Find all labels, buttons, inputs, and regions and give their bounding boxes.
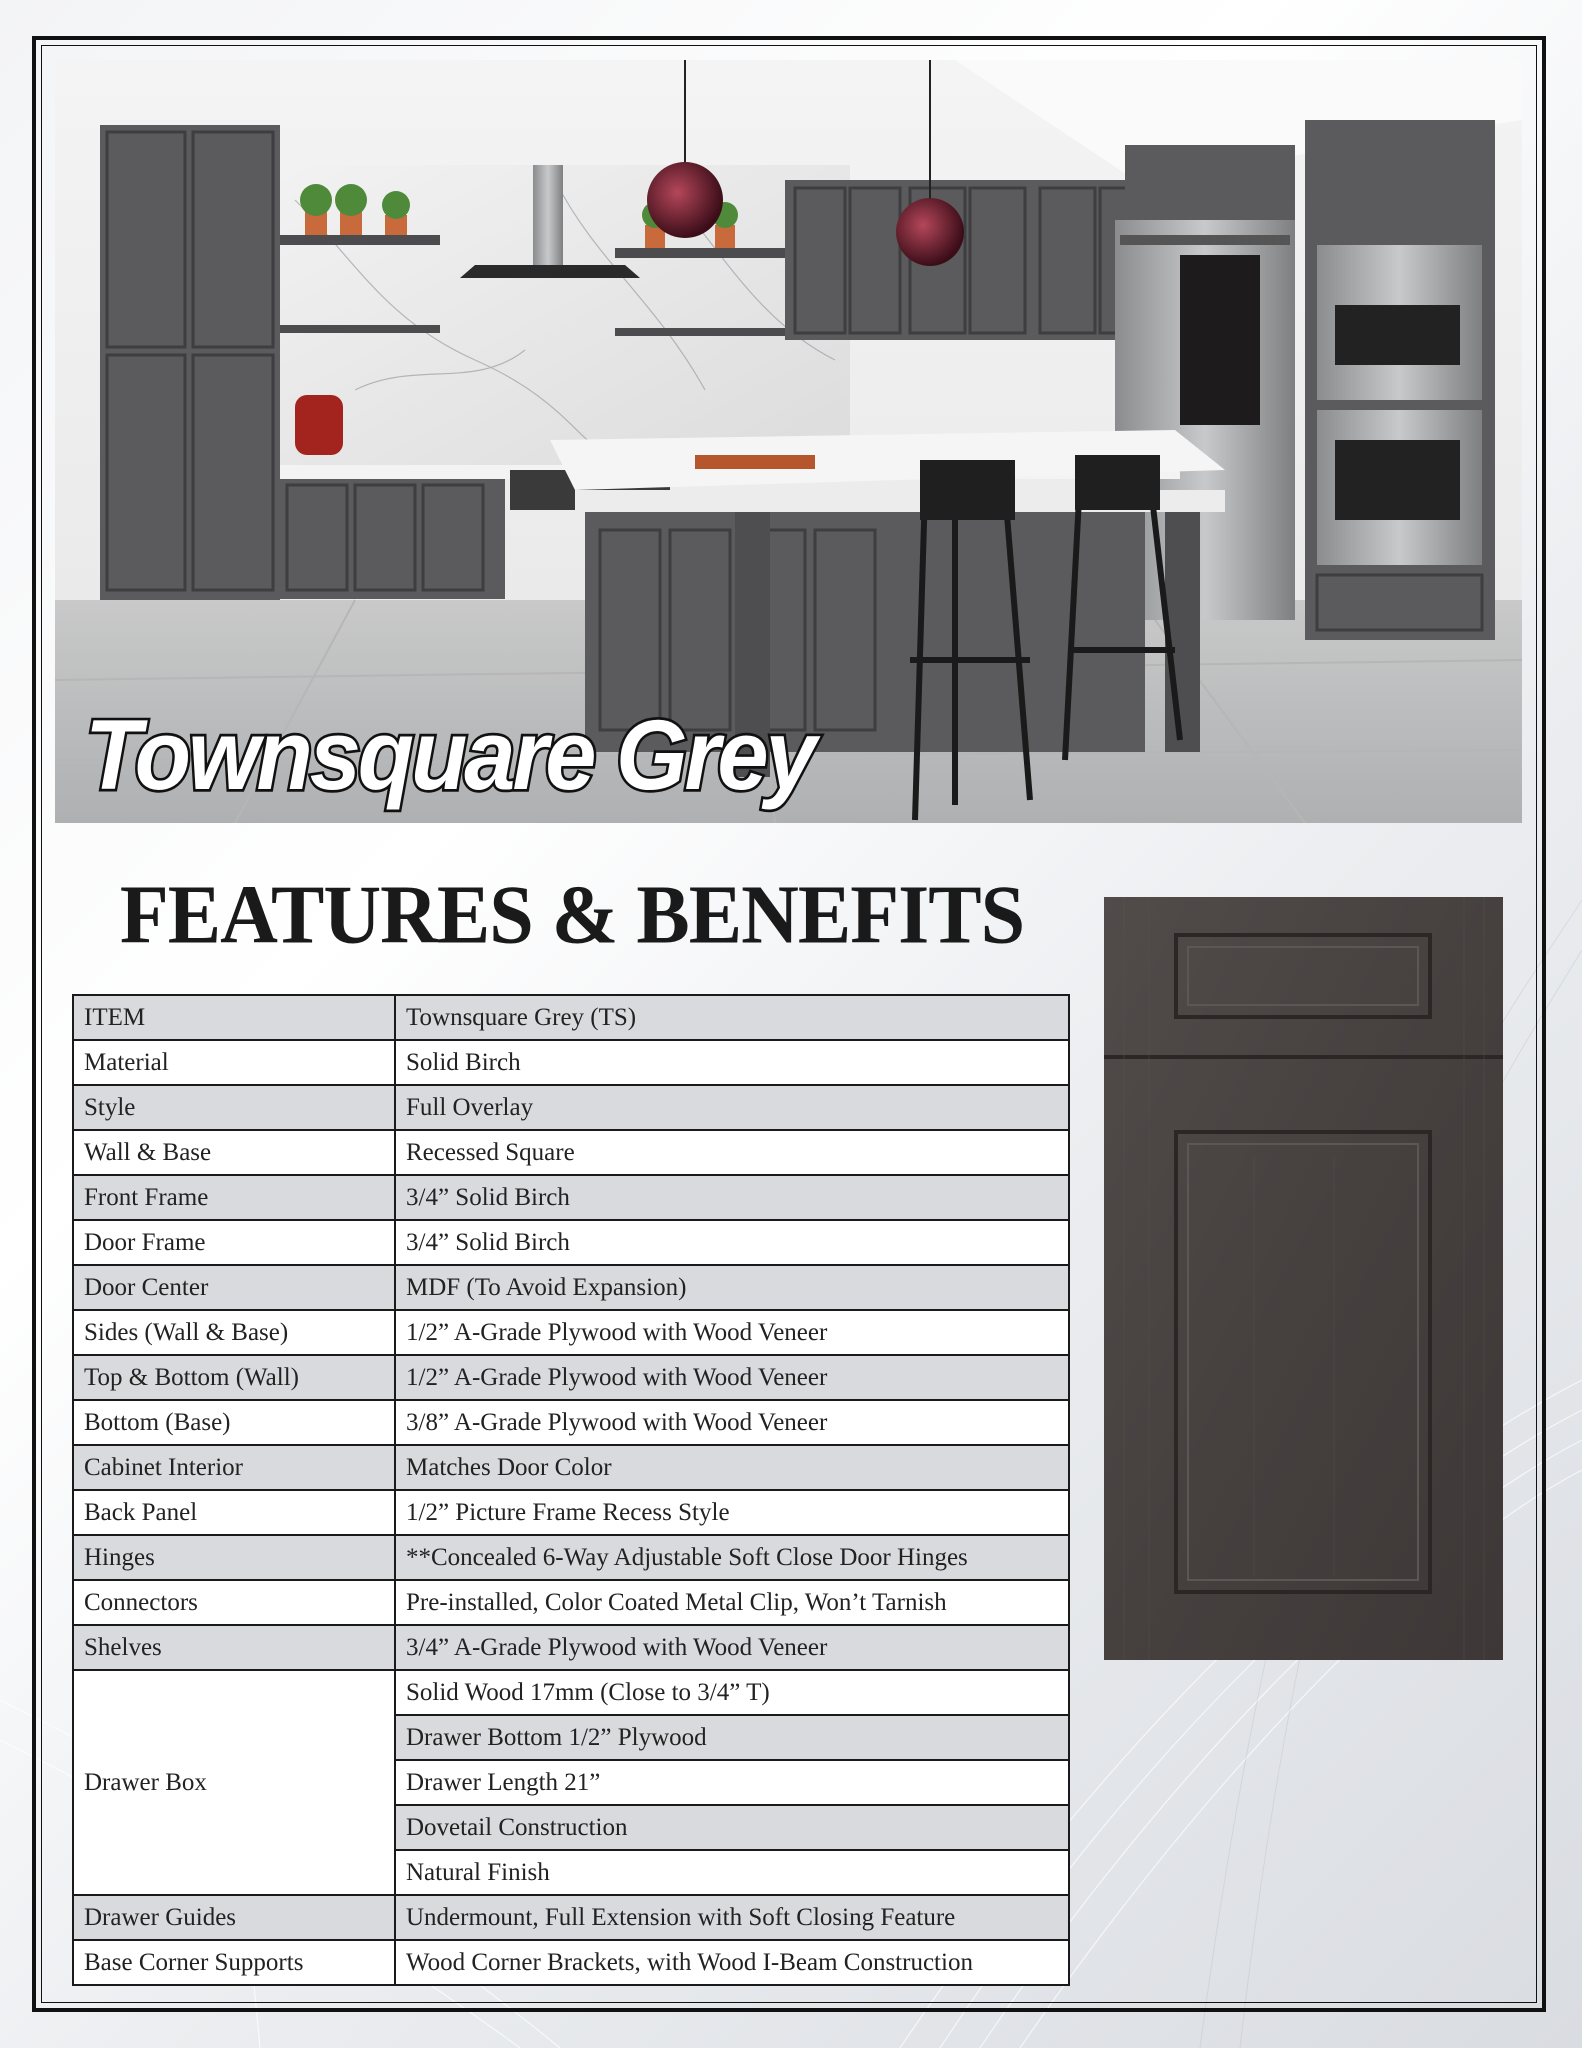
spec-item-cell: Cabinet Interior xyxy=(73,1445,395,1490)
spec-item-cell: Back Panel xyxy=(73,1490,395,1535)
spec-value-cell: Drawer Length 21” xyxy=(395,1760,1069,1805)
spec-item-cell: Shelves xyxy=(73,1625,395,1670)
spec-value-cell: 1/2” A-Grade Plywood with Wood Veneer xyxy=(395,1310,1069,1355)
spec-value-cell: 1/2” Picture Frame Recess Style xyxy=(395,1490,1069,1535)
table-row xyxy=(73,1355,1069,1400)
spec-value-cell: Wood Corner Brackets, with Wood I-Beam Construction xyxy=(395,1940,1069,1985)
spec-value-cell: Matches Door Color xyxy=(395,1445,1069,1490)
table-row xyxy=(73,1130,1069,1175)
spec-value-cell: Dovetail Construction xyxy=(395,1805,1069,1850)
spec-item-cell: ITEM xyxy=(73,995,395,1040)
spec-value-cell: 3/4” A-Grade Plywood with Wood Veneer xyxy=(395,1625,1069,1670)
spec-table xyxy=(72,994,1070,1986)
spec-value-cell: Drawer Bottom 1/2” Plywood xyxy=(395,1715,1069,1760)
spec-item-cell: Base Corner Supports xyxy=(73,1940,395,1985)
kitchen-hero-image xyxy=(55,60,1522,823)
features-title: FEATURES & BENEFITS xyxy=(119,868,1025,962)
spec-item-cell: Door Frame xyxy=(73,1220,395,1265)
table-row xyxy=(73,1895,1069,1940)
spec-item-cell: Wall & Base xyxy=(73,1130,395,1175)
spec-item-cell: Front Frame xyxy=(73,1175,395,1220)
spec-item-cell: Bottom (Base) xyxy=(73,1400,395,1445)
table-row xyxy=(73,1265,1069,1310)
table-row xyxy=(73,1310,1069,1355)
table-row xyxy=(73,995,1069,1040)
door-sample-image xyxy=(1104,897,1503,1660)
spec-item-cell: Drawer Guides xyxy=(73,1895,395,1940)
spec-item-cell: Material xyxy=(73,1040,395,1085)
spec-value-cell: Solid Birch xyxy=(395,1040,1069,1085)
spec-value-cell: 3/4” Solid Birch xyxy=(395,1220,1069,1265)
spec-value-cell: 3/4” Solid Birch xyxy=(395,1175,1069,1220)
table-row xyxy=(73,1040,1069,1085)
spec-item-cell: Drawer Box xyxy=(73,1670,395,1895)
brand-title: Townsquare Grey xyxy=(85,699,814,811)
table-row xyxy=(73,1490,1069,1535)
spec-value-cell: **Concealed 6-Way Adjustable Soft Close Door Hinges xyxy=(395,1535,1069,1580)
table-row xyxy=(73,1535,1069,1580)
table-row xyxy=(73,1625,1069,1670)
table-row xyxy=(73,1175,1069,1220)
table-row xyxy=(73,1670,1069,1715)
table-row xyxy=(73,1085,1069,1130)
table-row xyxy=(73,1580,1069,1625)
spec-value-cell: Townsquare Grey (TS) xyxy=(395,995,1069,1040)
spec-value-cell: 1/2” A-Grade Plywood with Wood Veneer xyxy=(395,1355,1069,1400)
table-row xyxy=(73,1400,1069,1445)
spec-item-cell: Hinges xyxy=(73,1535,395,1580)
spec-value-cell: Solid Wood 17mm (Close to 3/4” T) xyxy=(395,1670,1069,1715)
spec-item-cell: Style xyxy=(73,1085,395,1130)
spec-value-cell: Undermount, Full Extension with Soft Closing Feature xyxy=(395,1895,1069,1940)
spec-value-cell: 3/8” A-Grade Plywood with Wood Veneer xyxy=(395,1400,1069,1445)
table-row xyxy=(73,1940,1069,1985)
spec-value-cell: Full Overlay xyxy=(395,1085,1069,1130)
table-row xyxy=(73,1220,1069,1265)
table-row xyxy=(73,1445,1069,1490)
spec-value-cell: Natural Finish xyxy=(395,1850,1069,1895)
spec-value-cell: Recessed Square xyxy=(395,1130,1069,1175)
spec-item-cell: Top & Bottom (Wall) xyxy=(73,1355,395,1400)
spec-value-cell: MDF (To Avoid Expansion) xyxy=(395,1265,1069,1310)
spec-item-cell: Sides (Wall & Base) xyxy=(73,1310,395,1355)
spec-value-cell: Pre-installed, Color Coated Metal Clip, Won’t Tarnish xyxy=(395,1580,1069,1625)
spec-item-cell: Door Center xyxy=(73,1265,395,1310)
spec-item-cell: Connectors xyxy=(73,1580,395,1625)
